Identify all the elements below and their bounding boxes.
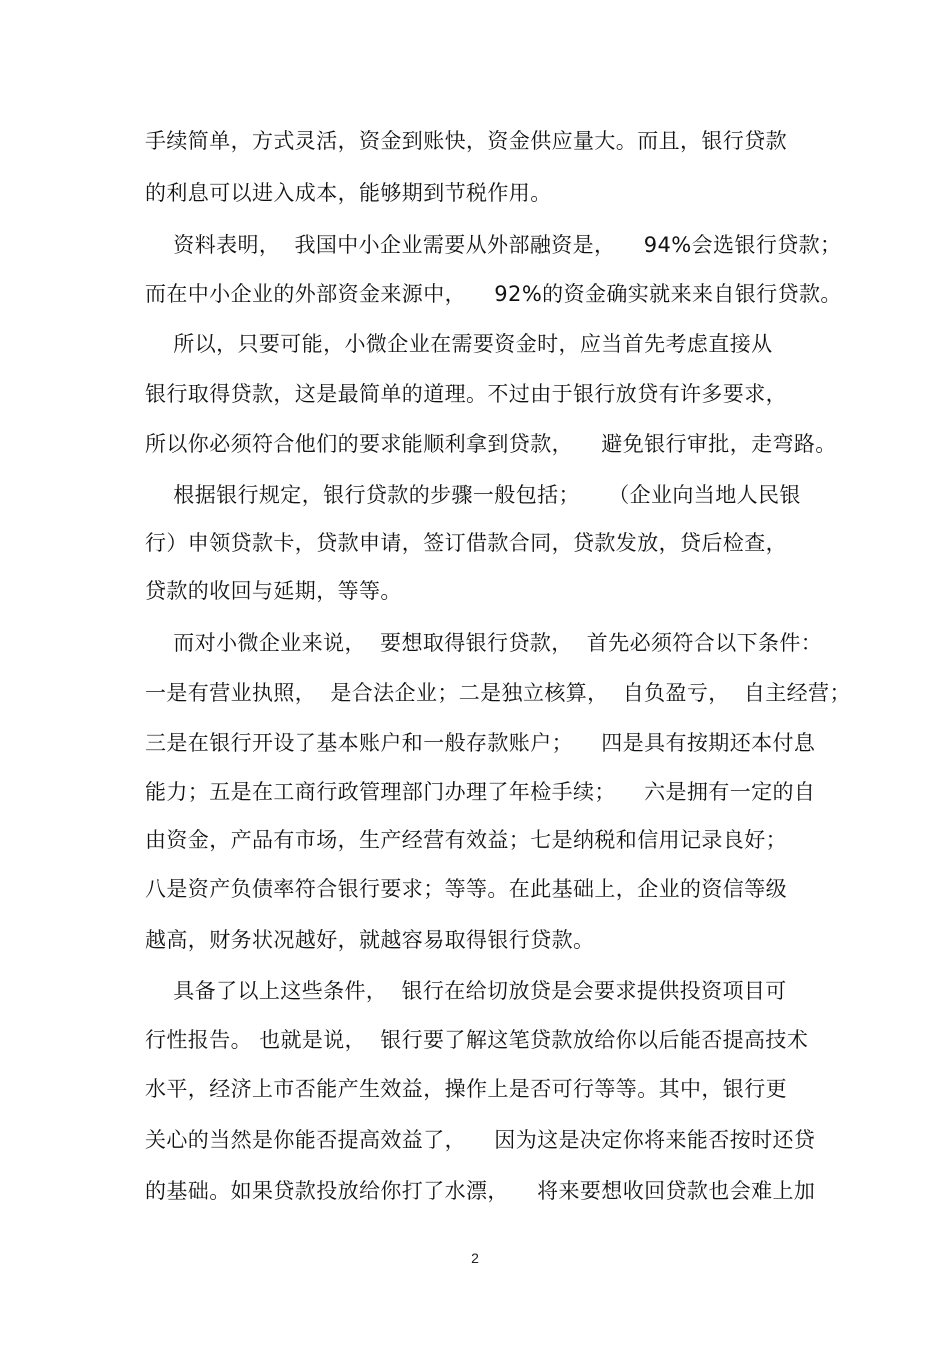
text-line: 越高，财务状况越好，就越容易取得银行贷款。 (145, 928, 595, 952)
text-line: 具备了以上这些条件， 银行在给切放贷是会要求提供投资项目可 (145, 979, 787, 1003)
text-line: 所以，只要可能，小微企业在需要资金时，应当首先考虑直接从 (145, 332, 773, 356)
text-line: 所以你必须符合他们的要求能顺利拿到贷款， 避免银行审批，走弯路。 (145, 432, 837, 456)
text-line: 三是在银行开设了基本账户和一般存款账户； 四是具有按期还本付息 (145, 731, 816, 755)
text-line: 行）申领贷款卡，贷款申请，签订借款合同，贷款发放，贷后检查， (145, 531, 787, 555)
text-line: 而对小微企业来说， 要想取得银行贷款， 首先必须符合以下条件： (145, 631, 823, 655)
text-line: 一是有营业执照， 是合法企业；二是独立核算， 自负盈亏， 自主经营； (145, 681, 851, 705)
text-line: 根据银行规定，银行贷款的步骤一般包括； （企业向当地人民银 (145, 483, 801, 507)
text-line: 行性报告。 也就是说， 银行要了解这笔贷款放给你以后能否提高技术 (145, 1028, 809, 1052)
text-line: 银行取得贷款，这是最简单的道理。不过由于银行放贷有许多要求， (145, 382, 787, 406)
text-line: 手续简单，方式灵活，资金到账快，资金供应量大。而且，银行贷款 (145, 129, 787, 153)
text-line: 而在中小企业的外部资金来源中， 92%的资金确实就来来自银行贷款。 (145, 282, 842, 306)
text-line: 能力；五是在工商行政管理部门办理了年检手续； 六是拥有一定的自 (145, 780, 816, 804)
text-line: 的基础。如果贷款投放给你打了水漂， 将来要想收回贷款也会难上加 (145, 1179, 816, 1203)
text-line: 八是资产负债率符合银行要求；等等。在此基础上，企业的资信等级 (145, 877, 787, 901)
text-line: 资料表明， 我国中小企业需要从外部融资是， 94%会选银行贷款； (145, 233, 842, 257)
text-line: 由资金，产品有市场，生产经营有效益；七是纳税和信用记录良好； (145, 828, 787, 852)
text-line: 的利息可以进入成本，能够期到节税作用。 (145, 181, 552, 205)
page-number: 2 (471, 1250, 479, 1266)
text-line: 关心的当然是你能否提高效益了， 因为这是决定你将来能否按时还贷 (145, 1128, 816, 1152)
text-line: 贷款的收回与延期，等等。 (145, 579, 402, 603)
text-line: 水平，经济上市否能产生效益，操作上是否可行等等。其中，银行更 (145, 1077, 787, 1101)
